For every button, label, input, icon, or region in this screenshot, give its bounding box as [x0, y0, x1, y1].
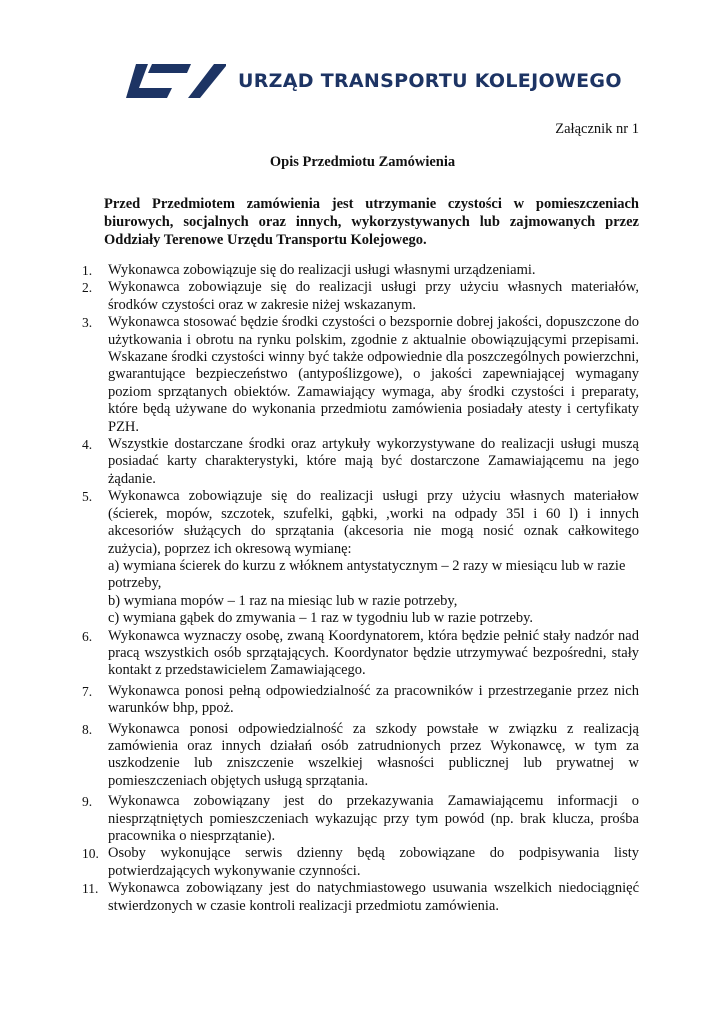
- requirements-list: [82, 262, 639, 915]
- list-item: [82, 683, 639, 718]
- list-item: [82, 721, 639, 791]
- item-text: Wykonawca ponosi pełną odpowiedzialność za pracowników i przestrzeganie przez nich warunków bhp, ppoż.: [108, 682, 639, 717]
- item-number: 1.: [82, 263, 93, 278]
- sub-item: c) wymiana gąbek do zmywania – 1 raz w tygodniu lub w razie potrzeby.: [108, 610, 534, 627]
- intro-paragraph: Przed Przedmiotem zamówienia jest utrzymanie czystości w pomieszczeniach biurowych, socjalnych oraz innych, wykorzystywanych lub zajmowanych przez Oddziały Terenowe Urzędu Transportu Kolejowego.: [104, 196, 639, 248]
- item-number: 3.: [82, 315, 93, 331]
- list-item: [82, 279, 639, 314]
- item-number: 10.: [82, 846, 99, 862]
- sub-item: a) wymiana ścierek do kurzu z włóknem antystatycznym – 2 razy w miesiącu lub w razie potrzeby,: [108, 557, 626, 592]
- item-text: Osoby wykonujące serwis dzienny będą zobowiązane do podpisywania listy potwierdzających wykonywanie czynności.: [108, 845, 639, 879]
- list-item: [82, 845, 639, 880]
- item-number: 8.: [82, 721, 93, 737]
- list-item: [82, 262, 639, 279]
- list-item: [82, 628, 639, 680]
- item-text: Wykonawca stosować będzie środki czystości o bezspornie dobrej jakości, dopuszczone do użytkowania i obrotu na rynku polskim, zgodnie z aktualnie obowiązującymi przepisami. Wskazane środki czystości winny być także odpowiednie dla poszczególnych powierzchni, gwarantujące bezpieczeństwo (antypoślizgowe), o jakości zapewniającej wymagany poziom sprzątanych obiektów. Zamawiający wymaga, aby środki czystości i preparaty, które będą używane do wykonania przedmiotu zamówienia posiadały atesty i certyfikaty PZH.: [108, 314, 639, 435]
- item-number: 6.: [82, 628, 93, 644]
- item-text: Wykonawca zobowiązany jest do natychmiastowego usuwania wszelkich niedociągnięć stwierdzonych w czasie kontroli realizacji przedmiotu zamówienia.: [108, 880, 639, 914]
- item-text: Wykonawca zobowiązuje się do realizacji usługi własnymi urządzeniami.: [108, 262, 536, 278]
- item-number: 2.: [82, 280, 93, 296]
- item-number: 5.: [82, 489, 93, 505]
- attachment-label: Załącznik nr 1: [555, 121, 639, 137]
- item-text: Wszystkie dostarczane środki oraz artykuły wykorzystywane do realizacji usługi muszą posiadać karty charakterystyki, które mają być dostarczone Zamawiającemu na jego żądanie.: [108, 436, 639, 487]
- list-item: [82, 488, 639, 627]
- item-text: Wykonawca zobowiązany jest do przekazywania Zamawiającemu informacji o niesprzątniętych pomieszczeniach wykazując przy tym powód (np. brak klucza, prośba pracownika o niesprzątanie).: [108, 793, 639, 844]
- list-item: [82, 314, 639, 436]
- document-title: Opis Przedmiotu Zamówienia: [269, 154, 456, 170]
- list-item: [82, 793, 639, 845]
- item-text: Wykonawca zobowiązuje się do realizacji usługi przy użyciu własnych materiałów, środków czystości oraz w zakresie niżej wskazanym.: [108, 279, 639, 313]
- list-item: [82, 880, 639, 915]
- logo-text: URZĄD TRANSPORTU KOLEJOWEGO: [238, 70, 622, 92]
- item-number: 9.: [82, 794, 93, 810]
- item-number: 11.: [82, 881, 99, 897]
- item-text: Wykonawca ponosi odpowiedzialność za szkody powstałe w związku z realizacją zamówienia oraz innych działań osób zatrudnionych przez Wykonawcę, w tym za uszkodzenie lub zniszczenie wszelkiej własności publicznej lub prywatnej w pomieszczeniach objętych usługą sprzątania.: [108, 720, 639, 789]
- utk-logo-icon: [122, 62, 228, 100]
- item-text: Wykonawca zobowiązuje się do realizacji usługi przy użyciu własnych materiałow (ścierek, mopów, szczotek, szufelki, gąbki, ,worki na odpady 35l i 60 l) i innych akcesoriów służących do sprzątania (akcesoria nie mogą nosić oznak całkowitego zużycia), poprzez ich okresową wymianę:: [108, 488, 639, 557]
- item-text: Wykonawca wyznaczy osobę, zwaną Koordynatorem, która będzie pełnić stały nadzór nad pracą wszystkich osób sprzątających. Koordynator będzie utrzymywać bezpośredni, stały kontakt z przedstawicielem Zamawiającego.: [108, 627, 639, 679]
- item-number: 7.: [82, 683, 93, 699]
- list-item: [82, 436, 639, 488]
- sub-item: b) wymiana mopów – 1 raz na miesiąc lub w razie potrzeby,: [108, 592, 458, 609]
- item-number: 4.: [82, 437, 93, 453]
- header-logo: [122, 62, 622, 100]
